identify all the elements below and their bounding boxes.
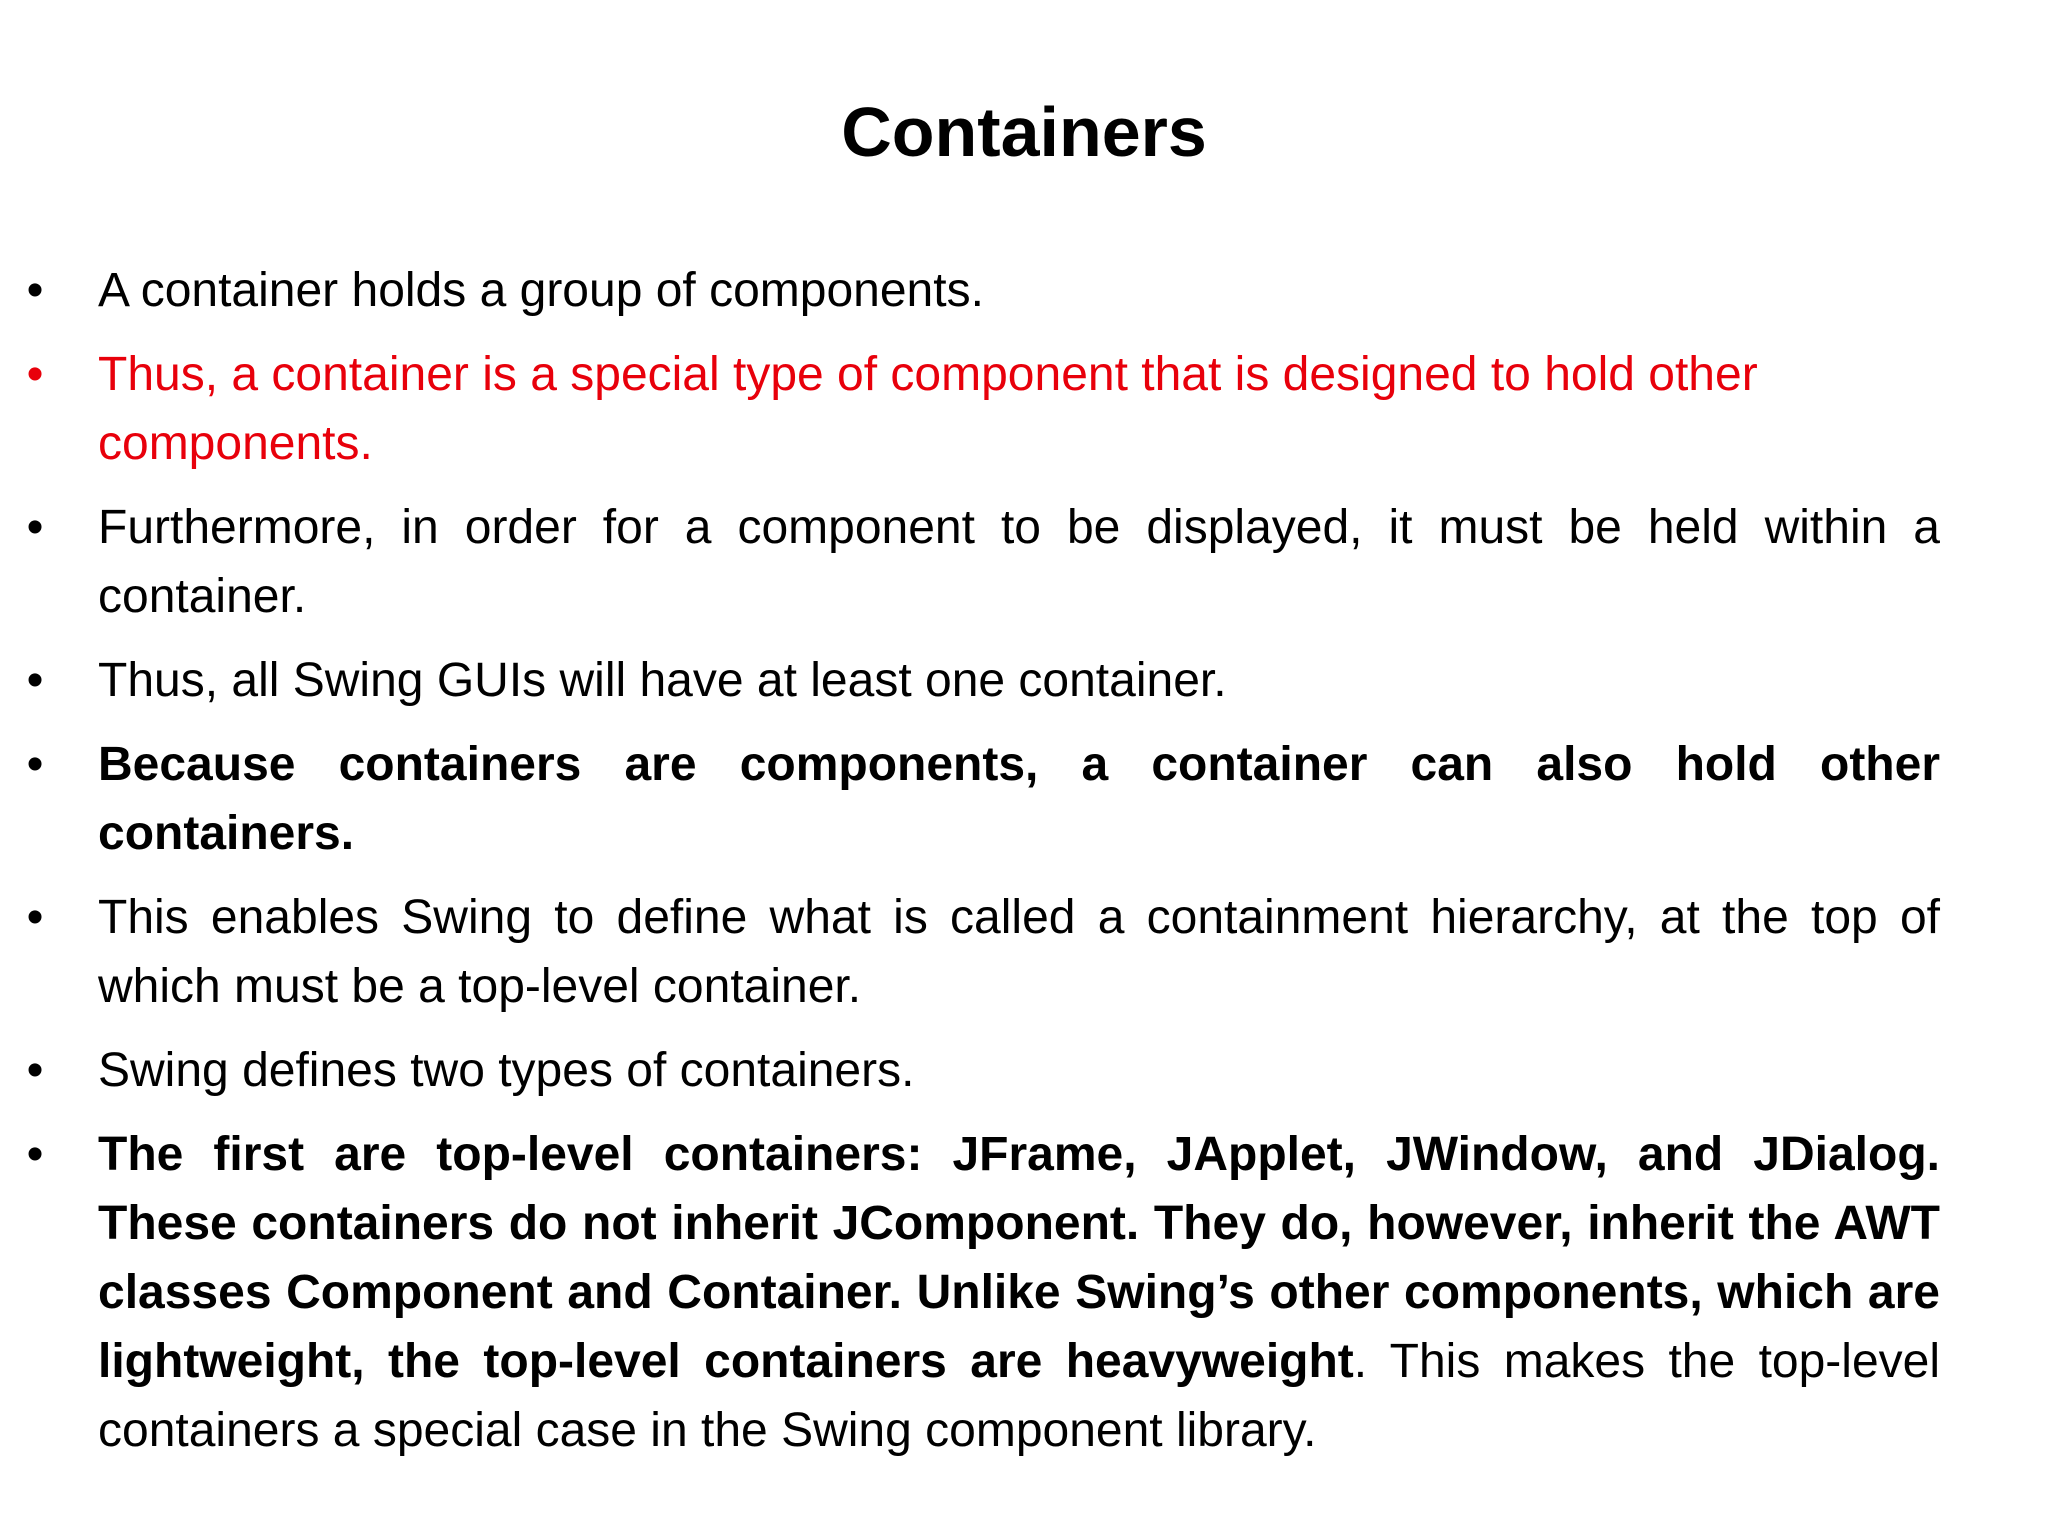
bullet-text: Because containers are components, a container can also hold other containers. <box>98 738 1940 860</box>
bullet-item-5 <box>26 730 1940 868</box>
bullet-text: Furthermore, in order for a component to be displayed, it must be held within a container. <box>98 501 1940 623</box>
bullet-dot: • <box>26 1128 44 1181</box>
bullet-list <box>26 256 1940 1480</box>
bullet-item-6 <box>26 883 1940 1021</box>
bullet-text-normal: . This makes the top-level containers a special case in the Swing component library. <box>98 1335 1940 1457</box>
bullet-text: Swing defines two types of containers. <box>98 1044 915 1097</box>
slide-title: Containers <box>841 93 1207 171</box>
bullet-dot: • <box>26 891 44 944</box>
bullet-text: A container holds a group of components. <box>98 264 984 317</box>
bullet-item-1 <box>26 256 1940 325</box>
bullet-dot: • <box>26 1044 44 1097</box>
bullet-text: Thus, a container is a special type of component that is designed to hold other components. <box>98 348 1758 470</box>
bullet-dot: • <box>26 348 44 401</box>
bullet-item-2 <box>26 340 1940 478</box>
bullet-text-bold: The first are top-level containers: JFrame, JApplet, JWindow, and JDialog. These containers do not inherit JComponent. They do, however, inherit the AWT classes Component and Container. Unlike Swing’s other components, which are lightweight, the top-level containers are heavyweight <box>98 1128 1940 1388</box>
bullet-dot: • <box>26 501 44 554</box>
bullet-text: Thus, all Swing GUIs will have at least one container. <box>98 654 1227 707</box>
bullet-dot: • <box>26 264 44 317</box>
bullet-item-8 <box>26 1120 1940 1465</box>
bullet-dot: • <box>26 738 44 791</box>
bullet-dot: • <box>26 654 44 707</box>
bullet-text: This enables Swing to define what is called a containment hierarchy, at the top of which must be a top-level container. <box>98 891 1940 1013</box>
bullet-item-3 <box>26 493 1940 631</box>
bullet-item-7 <box>26 1036 1940 1105</box>
bullet-item-4 <box>26 646 1940 715</box>
